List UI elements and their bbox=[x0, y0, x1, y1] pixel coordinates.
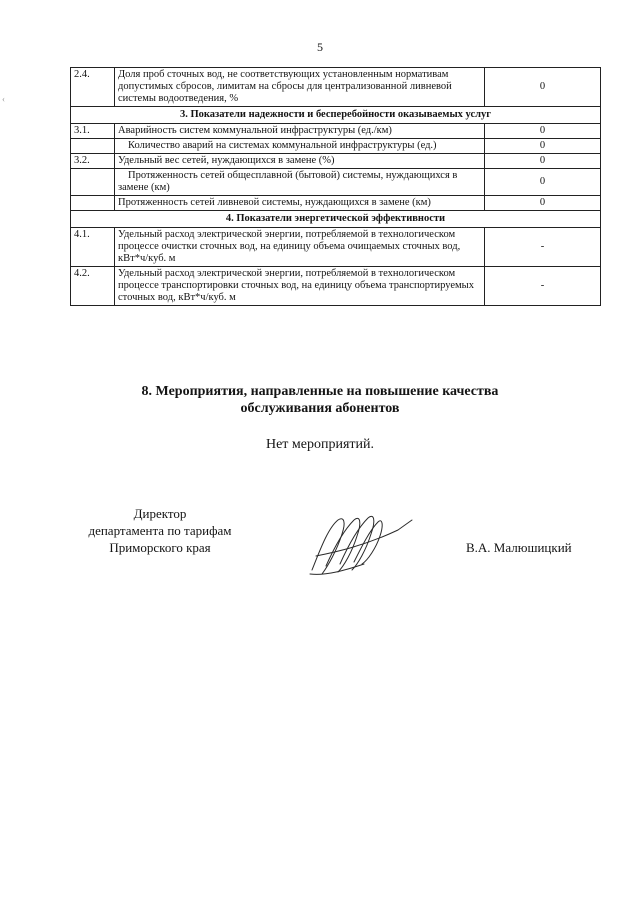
indicator-name: Удельный расход электрической энергии, потребляемой в технологическом процессе транспортировки сточных вод, на единицу объема транспортируемых сточных вод, кВт*ч/куб. м bbox=[115, 267, 485, 306]
page-number: 5 bbox=[317, 40, 323, 54]
row-number: 3.2. bbox=[71, 154, 115, 169]
indicators-table-body bbox=[71, 68, 601, 306]
table-row bbox=[71, 169, 601, 196]
indicator-name: Протяженность сетей ливневой системы, нуждающихся в замене (км) bbox=[115, 196, 485, 211]
section-title: 3. Показатели надежности и бесперебойности оказываемых услуг bbox=[71, 107, 601, 124]
signatory-title-line1: Директор bbox=[133, 506, 187, 521]
section-header-row bbox=[71, 107, 601, 124]
row-number: 4.1. bbox=[71, 228, 115, 267]
indicator-value: - bbox=[485, 267, 601, 306]
indicator-name: Удельный расход электрической энергии, потребляемой в технологическом процессе очистки сточных вод, на единицу объема очищаемых сточных вод, кВт*ч/куб. м bbox=[115, 228, 485, 267]
indicator-value: - bbox=[485, 228, 601, 267]
scan-artifact: ‹ bbox=[2, 94, 5, 104]
signatory-title bbox=[70, 505, 250, 556]
row-number bbox=[71, 139, 115, 154]
table-row bbox=[71, 139, 601, 154]
signatory-title-line3: Приморского края bbox=[109, 540, 211, 555]
row-number: 3.1. bbox=[71, 124, 115, 139]
indicator-value: 0 bbox=[485, 196, 601, 211]
indicator-value: 0 bbox=[485, 139, 601, 154]
indicator-value: 0 bbox=[485, 154, 601, 169]
row-number: 4.2. bbox=[71, 267, 115, 306]
section-header-row bbox=[71, 211, 601, 228]
indicators-table bbox=[70, 67, 601, 306]
section-8-heading-line1: 8. Мероприятия, направленные на повышение качества bbox=[141, 384, 499, 399]
row-number: 2.4. bbox=[71, 68, 115, 107]
indicator-name: Протяженность сетей общесплавной (бытовой) системы, нуждающихся в замене (км) bbox=[115, 169, 485, 196]
indicator-name: Аварийность систем коммунальной инфраструктуры (ед./км) bbox=[115, 124, 485, 139]
table-row bbox=[71, 124, 601, 139]
table-row bbox=[71, 68, 601, 107]
row-number bbox=[71, 196, 115, 211]
table-row bbox=[71, 196, 601, 211]
table-row bbox=[71, 228, 601, 267]
indicator-value: 0 bbox=[485, 124, 601, 139]
indicator-name: Количество аварий на системах коммунальной инфраструктуры (ед.) bbox=[115, 139, 485, 154]
section-8-body: Нет мероприятий. bbox=[265, 437, 375, 452]
indicator-value: 0 bbox=[485, 68, 601, 107]
indicator-value: 0 bbox=[485, 169, 601, 196]
indicator-name: Удельный вес сетей, нуждающихся в замене (%) bbox=[115, 154, 485, 169]
table-row bbox=[71, 267, 601, 306]
section-8-heading bbox=[0, 383, 640, 417]
section-title: 4. Показатели энергетической эффективности bbox=[71, 211, 601, 228]
section-8-heading-line2: обслуживания абонентов bbox=[240, 401, 400, 416]
indicator-name: Доля проб сточных вод, не соответствующих установленным нормативам допустимых сбросов, лимитам на сбросы для централизованной ливневой системы водоотведения, % bbox=[115, 68, 485, 107]
signatory-title-line2: департамента по тарифам bbox=[88, 523, 232, 538]
row-number bbox=[71, 169, 115, 196]
table-row bbox=[71, 154, 601, 169]
handwritten-signature bbox=[306, 506, 418, 580]
signatory-name: В.А. Малюшицкий bbox=[466, 540, 572, 555]
